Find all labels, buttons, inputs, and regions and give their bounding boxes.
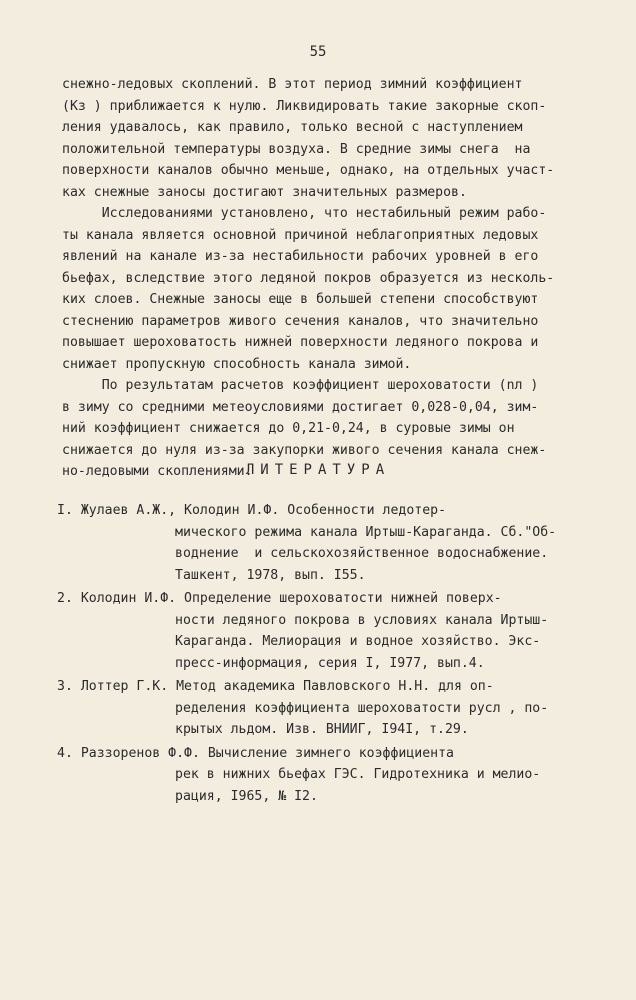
reference-item bbox=[57, 743, 597, 808]
reference-line: рация, I965, № I2. bbox=[175, 788, 318, 804]
text-line: ления удавалось, как правило, только весной с наступлением bbox=[62, 120, 523, 135]
reference-item bbox=[57, 676, 597, 741]
text-line: поверхности каналов обычно меньше, однако, на отдельных участ- bbox=[62, 163, 555, 178]
reference-line: Ташкент, 1978, вып. I55. bbox=[175, 567, 366, 583]
reference-first-line: I. Жулаев А.Ж., Колодин И.Ф. Особенности ледотер- bbox=[57, 503, 447, 518]
text-line: ких слоев. Снежные заносы еще в большей степени способствуют bbox=[62, 292, 539, 307]
reference-line: воднение и сельскохозяйственное водоснабжение. bbox=[175, 546, 549, 561]
text-line: бьефах, вследствие этого ледяной покров образуется из несколь- bbox=[62, 270, 555, 286]
text-line: ты канала является основной причиной неблагоприятных ледовых bbox=[62, 227, 539, 243]
reference-first-line: 2. Колодин И.Ф. Определение шероховатости нижней поверх- bbox=[57, 591, 502, 606]
page-number: 55 bbox=[309, 44, 327, 60]
text-line: явлений на канале из-за нестабильности рабочих уровней в его bbox=[62, 249, 539, 264]
text-line: (Кз ) приближается к нулю. Ликвидировать такие закорные скоп- bbox=[62, 98, 547, 114]
reference-line: ределения коэффициента шероховатости русл , по- bbox=[175, 700, 549, 716]
text-line: стеснению параметров живого сечения каналов, что значительно bbox=[62, 313, 539, 329]
text-line: положительной температуры воздуха. В средние зимы снега на bbox=[62, 141, 531, 157]
text-line: но-ледовыми скоплениями. bbox=[62, 464, 253, 479]
reference-line: пресс-информация, серия I, I977, вып.4. bbox=[175, 655, 485, 671]
body-text bbox=[62, 74, 582, 483]
text-line: снижается до нуля из-за закупорки живого сечения канала снеж- bbox=[62, 442, 547, 458]
text-line: повышает шероховатость нижней поверхности ледяного покрова и bbox=[62, 335, 539, 350]
reference-line: Караганда. Мелиорация и водное хозяйство. Экс- bbox=[175, 634, 541, 649]
reference-line: крытых льдом. Изв. ВНИИГ, I94I, т.29. bbox=[175, 722, 469, 737]
reference-line: ности ледяного покрова в условиях канала Иртыш- bbox=[175, 612, 549, 628]
reference-item bbox=[57, 500, 597, 586]
text-line: в зиму со средними метеоусловиями достигает 0,028-0,04, зим- bbox=[62, 399, 539, 415]
text-line: ках снежные заносы достигают значительных размеров. bbox=[62, 184, 467, 200]
reference-item bbox=[57, 588, 597, 674]
reference-line: мического режима канала Иртыш-Караганда. Сб."Об- bbox=[175, 524, 557, 540]
text-line: снежно-ледовых скоплений. В этот период зимний коэффициент bbox=[62, 77, 523, 92]
reference-line: рек в нижних бьефах ГЭС. Гидротехника и мелио- bbox=[175, 767, 541, 782]
text-line: снижает пропускную способность канала зимой. bbox=[62, 356, 412, 372]
reference-first-line: 3. Лоттер Г.К. Метод академика Павловского Н.Н. для оп- bbox=[57, 679, 494, 694]
reference-list bbox=[57, 500, 597, 809]
text-line: Исследованиями установлено, что нестабильный режим рабо- bbox=[62, 206, 547, 221]
text-line: ний коэффициент снижается до 0,21-0,24, в суровые зимы он bbox=[62, 421, 515, 436]
text-line: По результатам расчетов коэффициент шероховатости (nл ) bbox=[62, 378, 539, 393]
literature-heading: ЛИТЕРАТУРА bbox=[245, 462, 391, 478]
reference-first-line: 4. Раззоренов Ф.Ф. Вычисление зимнего коэффициента bbox=[57, 745, 454, 761]
